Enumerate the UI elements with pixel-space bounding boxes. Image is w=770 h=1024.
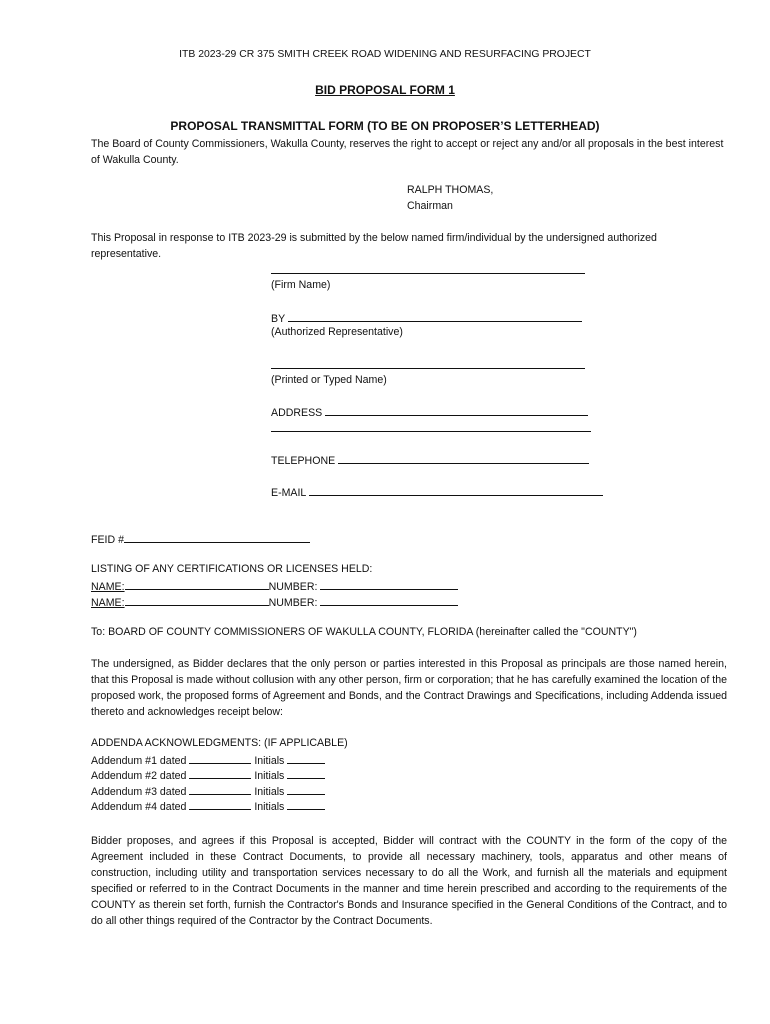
submission-paragraph: This Proposal in response to ITB 2023-29 is submitted by the below named firm/individual by the undersigned authorized representative. xyxy=(91,232,657,260)
cert-name-label: NAME: xyxy=(91,597,125,609)
chair-name: RALPH THOMAS, xyxy=(407,184,494,196)
cert-name-label: NAME: xyxy=(91,581,125,593)
to-line: To: BOARD OF COUNTY COMMISSIONERS OF WAKULLA COUNTY, FLORIDA (hereinafter called the "COUNTY") xyxy=(91,626,637,638)
chair-title: Chairman xyxy=(407,200,453,212)
addenda-heading: ADDENDA ACKNOWLEDGMENTS: (IF APPLICABLE) xyxy=(91,737,348,749)
telephone-field[interactable] xyxy=(271,451,589,469)
by-label: BY xyxy=(271,313,285,325)
firm-name-label: (Firm Name) xyxy=(271,279,331,291)
addendum-row[interactable]: Addendum #2 dated Initials xyxy=(91,766,325,784)
addendum-row[interactable]: Addendum #1 dated Initials xyxy=(91,751,325,769)
bidder-agreement-paragraph: Bidder proposes, and agrees if this Proposal is accepted, Bidder will contract with the COUNTY in the form of the copy of the Agreement included in these Contract Documents, to provide all necessary machinery, tools, apparatus and other means of construction, including utility and transportation services necessary to do all the Work, and furnish all the materials and equipment specified or referred to in the Contract Documents in the manner and time herein prescribed and according to the requirements of the COUNTY as therein set forth, furnish the Contractor's Bonds and Insurance specified in the General Conditions of the Contract, and to do all other things required of the Contractor by the Contract Documents. xyxy=(91,835,727,927)
email-field[interactable] xyxy=(271,483,603,501)
addendum-row[interactable]: Addendum #3 dated Initials xyxy=(91,782,325,800)
certifications-heading: LISTING OF ANY CERTIFICATIONS OR LICENSES HELD: xyxy=(91,563,373,575)
cert-number-label: NUMBER: xyxy=(268,597,318,609)
telephone-label: TELEPHONE xyxy=(271,455,336,467)
certification-row[interactable] xyxy=(91,593,458,611)
cert-number-label: NUMBER: xyxy=(268,581,318,593)
email-label: E-MAIL xyxy=(271,487,306,499)
address-line-2-field[interactable] xyxy=(271,419,591,437)
printed-name-label: (Printed or Typed Name) xyxy=(271,374,387,386)
authorized-rep-label: (Authorized Representative) xyxy=(271,326,403,338)
address-label: ADDRESS xyxy=(271,407,323,419)
project-header: ITB 2023-29 CR 375 SMITH CREEK ROAD WIDENING AND RESURFACING PROJECT xyxy=(179,49,591,60)
form-subtitle: PROPOSAL TRANSMITTAL FORM (TO BE ON PROPOSER’S LETTERHEAD) xyxy=(170,119,600,133)
addendum-row[interactable]: Addendum #4 dated Initials xyxy=(91,797,325,815)
intro-paragraph: The Board of County Commissioners, Wakulla County, reserves the right to accept or reject any and/or all proposals in the best interest of Wakulla County. xyxy=(91,138,724,166)
bidder-declaration-paragraph: The undersigned, as Bidder declares that the only person or parties interested in this Proposal as principals are those named herein, that this Proposal is made without collusion with any other person, firm or corporation; that he has carefully examined the location of the proposed work, the proposed forms of Agreement and Bonds, and the Contract Drawings and Specifications, including Addenda issued thereto and acknowledges receipt below: xyxy=(91,658,727,718)
feid-field[interactable] xyxy=(91,530,310,548)
form-title: BID PROPOSAL FORM 1 xyxy=(315,83,455,97)
feid-label: FEID # xyxy=(91,534,124,546)
